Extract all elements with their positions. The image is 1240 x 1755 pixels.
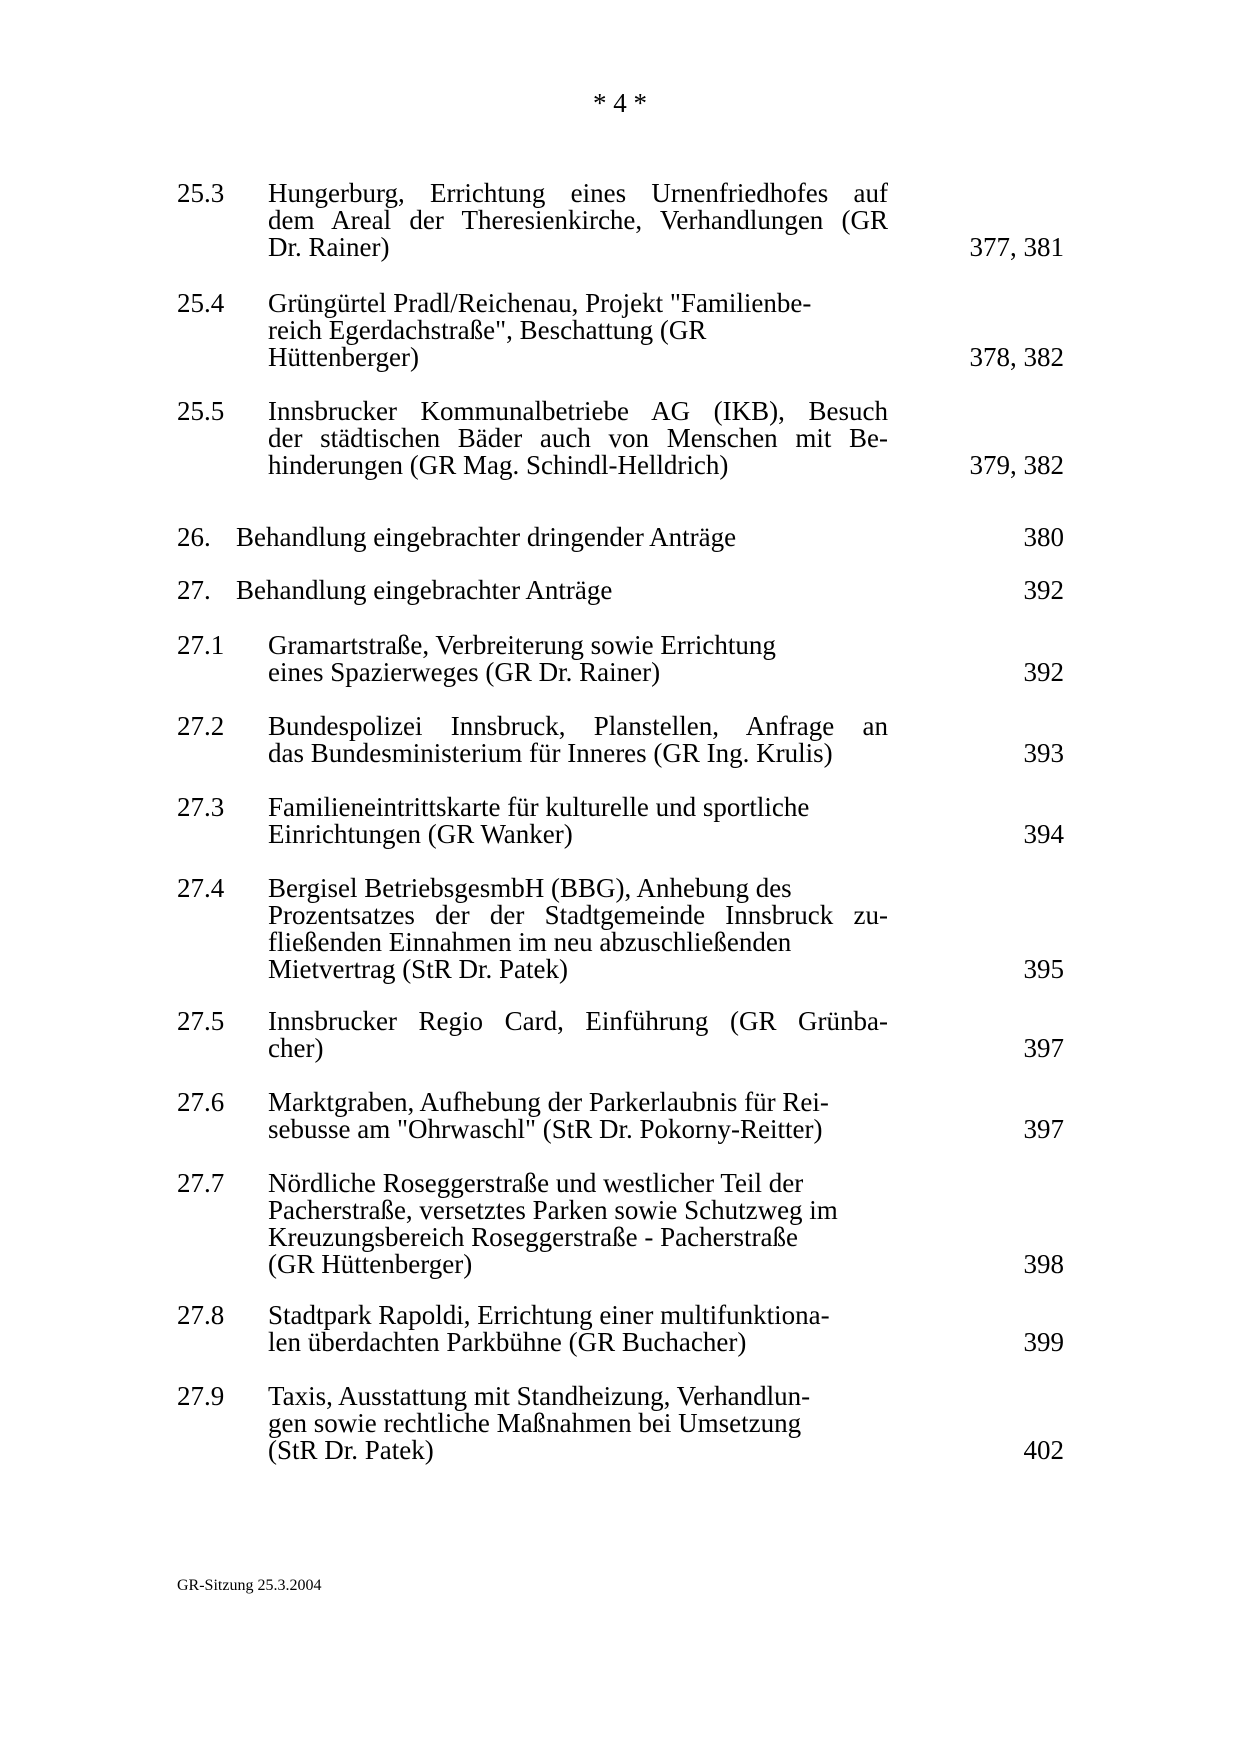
toc-entry <box>0 713 1240 767</box>
entry-title-line: Prozentsatzes der der Stadtgemeinde Innsbruck zu- <box>268 900 888 930</box>
entry-title-line: dem Areal der Theresienkirche, Verhandlungen (GR <box>268 205 888 235</box>
page-number: * 4 * <box>593 88 647 118</box>
entry-title <box>268 1089 888 1143</box>
toc-entry <box>0 1089 1240 1143</box>
entry-number: 27.7 <box>177 1168 225 1198</box>
entry-title-line: Innsbrucker Regio Card, Einführung (GR Grünba- <box>268 1006 888 1036</box>
entry-title-line: Bundespolizei Innsbruck, Planstellen, Anfrage an <box>268 711 888 741</box>
entry-number: 26. <box>177 522 211 552</box>
entry-title <box>236 577 796 604</box>
entry-title-line: fließenden Einnahmen im neu abzuschließenden <box>268 927 792 957</box>
entry-number: 27. <box>177 575 211 605</box>
entry-title-line: eines Spazierweges (GR Dr. Rainer) <box>268 657 661 687</box>
toc-entry <box>0 1383 1240 1464</box>
entry-title-line: Bergisel BetriebsgesmbH (BBG), Anhebung des <box>268 873 792 903</box>
toc-entry <box>0 398 1240 479</box>
toc-entry <box>0 1170 1240 1278</box>
entry-title <box>268 875 888 983</box>
entry-title-line: Einrichtungen (GR Wanker) <box>268 819 573 849</box>
toc-entry <box>0 180 1240 261</box>
entry-title-line: (GR Hüttenberger) <box>268 1249 473 1279</box>
entry-title-line: Familieneintrittskarte für kulturelle und sportliche <box>268 792 810 822</box>
entry-title <box>268 1383 888 1464</box>
entry-title-line: Innsbrucker Kommunalbetriebe AG (IKB), Besuch <box>268 396 888 426</box>
entry-number: 27.5 <box>177 1006 225 1036</box>
entry-title-line: Stadtpark Rapoldi, Errichtung einer multifunktiona- <box>268 1300 830 1330</box>
entry-title <box>268 1008 888 1062</box>
entry-pages: 393 <box>1023 738 1064 768</box>
entry-pages: 392 <box>1023 575 1064 605</box>
toc-entry <box>0 632 1240 686</box>
entry-title <box>268 713 888 767</box>
entry-title-line: cher) <box>268 1033 324 1063</box>
entry-title-line: Hüttenberger) <box>268 342 419 372</box>
entry-title-line: der städtischen Bäder auch von Menschen mit Be- <box>268 423 888 453</box>
entry-number: 27.6 <box>177 1087 225 1117</box>
entry-title-line: sebusse am "Ohrwaschl" (StR Dr. Pokorny-Reitter) <box>268 1114 823 1144</box>
entry-number: 27.4 <box>177 873 225 903</box>
entry-title-line: Gramartstraße, Verbreiterung sowie Errichtung <box>268 630 776 660</box>
entry-title-line: hinderungen (GR Mag. Schindl-Helldrich) <box>268 450 729 480</box>
entry-title-line: reich Egerdachstraße", Beschattung (GR <box>268 315 707 345</box>
entry-number: 25.4 <box>177 288 225 318</box>
toc-entry <box>0 524 1240 551</box>
entry-pages: 397 <box>1023 1033 1064 1063</box>
toc-entry <box>0 875 1240 983</box>
entry-title-line: Mietvertrag (StR Dr. Patek) <box>268 954 568 984</box>
entry-title-line: Grüngürtel Pradl/Reichenau, Projekt "Familienbe- <box>268 288 812 318</box>
entry-title-line: (StR Dr. Patek) <box>268 1435 434 1465</box>
entry-title-line: Behandlung eingebrachter dringender Anträge <box>236 522 737 552</box>
toc-entry <box>0 1008 1240 1062</box>
entry-title <box>268 290 888 371</box>
entry-title <box>236 524 796 551</box>
entry-pages: 402 <box>1023 1435 1064 1465</box>
toc-entry <box>0 794 1240 848</box>
entry-pages: 394 <box>1023 819 1064 849</box>
entry-title-line: Dr. Rainer) <box>268 232 390 262</box>
entry-title-line: das Bundesministerium für Inneres (GR Ing. Krulis) <box>268 738 833 768</box>
entry-title <box>268 632 888 686</box>
toc-entry <box>0 1302 1240 1356</box>
entry-title-line: Behandlung eingebrachter Anträge <box>236 575 613 605</box>
entry-title-line: gen sowie rechtliche Maßnahmen bei Umsetzung <box>268 1408 802 1438</box>
entry-pages: 399 <box>1023 1327 1064 1357</box>
entry-number: 27.8 <box>177 1300 225 1330</box>
entry-pages: 392 <box>1023 657 1064 687</box>
entry-title <box>268 1302 888 1356</box>
entry-number: 27.9 <box>177 1381 225 1411</box>
entry-title-line: Hungerburg, Errichtung eines Urnenfriedhofes auf <box>268 178 888 208</box>
entry-pages: 397 <box>1023 1114 1064 1144</box>
entry-pages: 395 <box>1023 954 1064 984</box>
entry-title <box>268 180 888 261</box>
entry-number: 25.3 <box>177 178 225 208</box>
entry-pages: 379, 382 <box>969 450 1064 480</box>
entry-pages: 380 <box>1023 522 1064 552</box>
entry-title-line: Marktgraben, Aufhebung der Parkerlaubnis für Rei- <box>268 1087 829 1117</box>
toc-entry <box>0 577 1240 604</box>
entry-title-line: Kreuzungsbereich Roseggerstraße - Pacherstraße <box>268 1222 799 1252</box>
entry-pages: 378, 382 <box>969 342 1064 372</box>
entry-title-line: Taxis, Ausstattung mit Standheizung, Verhandlun- <box>268 1381 811 1411</box>
entry-pages: 377, 381 <box>969 232 1064 262</box>
entry-number: 27.3 <box>177 792 225 822</box>
entry-pages: 398 <box>1023 1249 1064 1279</box>
toc-entry <box>0 290 1240 371</box>
entry-title-line: Pacherstraße, versetztes Parken sowie Schutzweg im <box>268 1195 838 1225</box>
entry-title <box>268 1170 888 1278</box>
entry-number: 27.1 <box>177 630 225 660</box>
footer: GR-Sitzung 25.3.2004 <box>177 1577 322 1594</box>
entry-title <box>268 398 888 479</box>
entry-title-line: Nördliche Roseggerstraße und westlicher Teil der <box>268 1168 804 1198</box>
entry-number: 25.5 <box>177 396 225 426</box>
entry-title-line: len überdachten Parkbühne (GR Buchacher) <box>268 1327 747 1357</box>
entry-number: 27.2 <box>177 711 225 741</box>
entry-title <box>268 794 888 848</box>
